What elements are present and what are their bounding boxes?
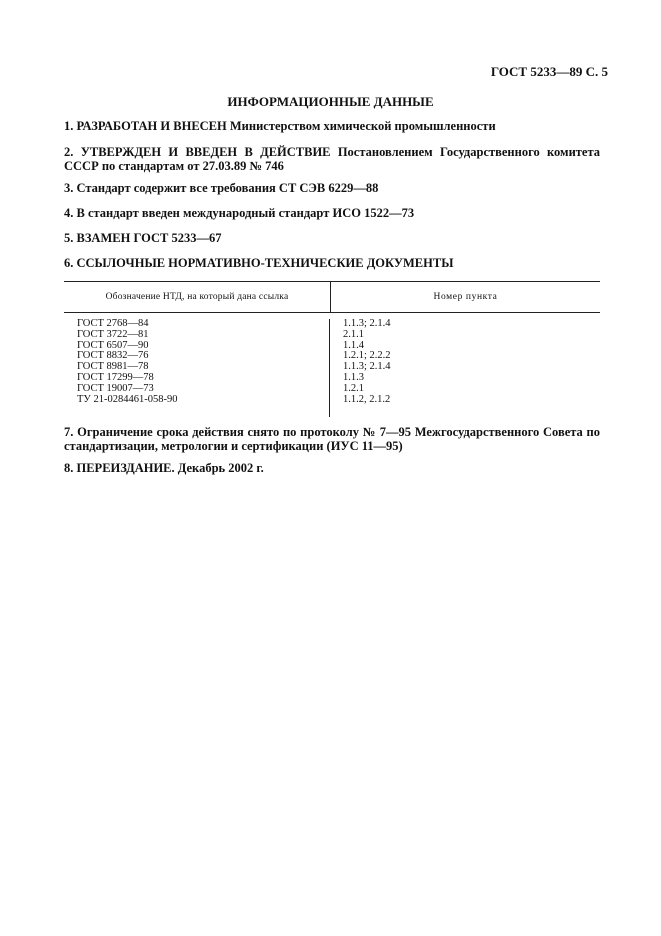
table-cell-designation: ГОСТ 6507—90 <box>77 339 149 351</box>
table-cell-clause: 1.1.4 <box>343 339 364 351</box>
item-number: 8. <box>64 461 74 475</box>
info-item-5 <box>64 231 600 245</box>
item-number: 2. <box>64 145 74 159</box>
table-cell-clause: 1.1.3; 2.1.4 <box>343 318 391 329</box>
item-number: 6. <box>64 256 74 270</box>
info-item-2 <box>64 145 600 173</box>
table-cell-designation: ГОСТ 3722—81 <box>77 328 149 340</box>
item-number: 3. <box>64 181 74 195</box>
item-text: Ограничение срока действия снято по протоколу № 7—95 Межгосударственного Совета по стандартизации, метрологии и сертификации (ИУС 11—95) <box>64 425 600 453</box>
page-header: ГОСТ 5233—89 С. 5 <box>490 64 608 79</box>
item-text: ВЗАМЕН ГОСТ 5233—67 <box>76 231 222 245</box>
item-number: 5. <box>64 231 74 245</box>
table-header-designation: Обозначение НТД, на который дана ссылка <box>64 282 331 312</box>
info-item-8 <box>64 461 600 475</box>
item-number: 7. <box>64 425 74 439</box>
table-body <box>64 313 600 417</box>
table-cell-designation: ТУ 21-0284461-058-90 <box>77 393 178 405</box>
info-item-7 <box>64 425 600 453</box>
table-cell-designation: ГОСТ 8832—76 <box>77 350 149 362</box>
table-cell-designation: ГОСТ 2768—84 <box>77 318 149 329</box>
item-text: РАЗРАБОТАН И ВНЕСЕН Министерством химической промышленности <box>76 119 496 133</box>
table-cell-clause: 1.2.1 <box>343 382 364 394</box>
item-number: 4. <box>64 206 74 220</box>
info-item-1 <box>64 119 600 133</box>
references-table <box>64 281 600 417</box>
item-text: Стандарт содержит все требования СТ СЭВ 6229—88 <box>76 181 379 195</box>
info-item-6 <box>64 256 600 270</box>
table-cell-clause: 1.1.3 <box>343 371 364 383</box>
table-cell-designation: ГОСТ 8981—78 <box>77 361 149 373</box>
clause-column <box>330 319 600 417</box>
table-cell-designation: ГОСТ 19007—73 <box>77 382 154 394</box>
designation-column <box>64 319 330 417</box>
item-text: В стандарт введен международный стандарт ИСО 1522—73 <box>76 206 415 220</box>
table-header <box>64 282 600 313</box>
item-text: УТВЕРЖДЕН И ВВЕДЕН В ДЕЙСТВИЕ Постановлением Государственного комитета СССР по стандартам от 27.03.89 № 746 <box>64 145 601 173</box>
table-header-clause: Номер пункта <box>433 292 498 302</box>
item-text: ПЕРЕИЗДАНИЕ. Декабрь 2002 г. <box>76 461 264 475</box>
item-text: ССЫЛОЧНЫЕ НОРМАТИВНО-ТЕХНИЧЕСКИЕ ДОКУМЕНТЫ <box>76 256 454 270</box>
info-item-3 <box>64 181 600 195</box>
table-cell-clause: 1.2.1; 2.2.2 <box>343 350 391 362</box>
table-cell-clause: 2.1.1 <box>343 328 364 340</box>
section-title: ИНФОРМАЦИОННЫЕ ДАННЫЕ <box>227 94 434 109</box>
table-cell-clause: 1.1.2, 2.1.2 <box>343 393 391 405</box>
table-cell-clause: 1.1.3; 2.1.4 <box>343 361 391 373</box>
info-item-4 <box>64 206 600 220</box>
table-cell-designation: ГОСТ 17299—78 <box>77 371 154 383</box>
item-number: 1. <box>64 119 74 133</box>
